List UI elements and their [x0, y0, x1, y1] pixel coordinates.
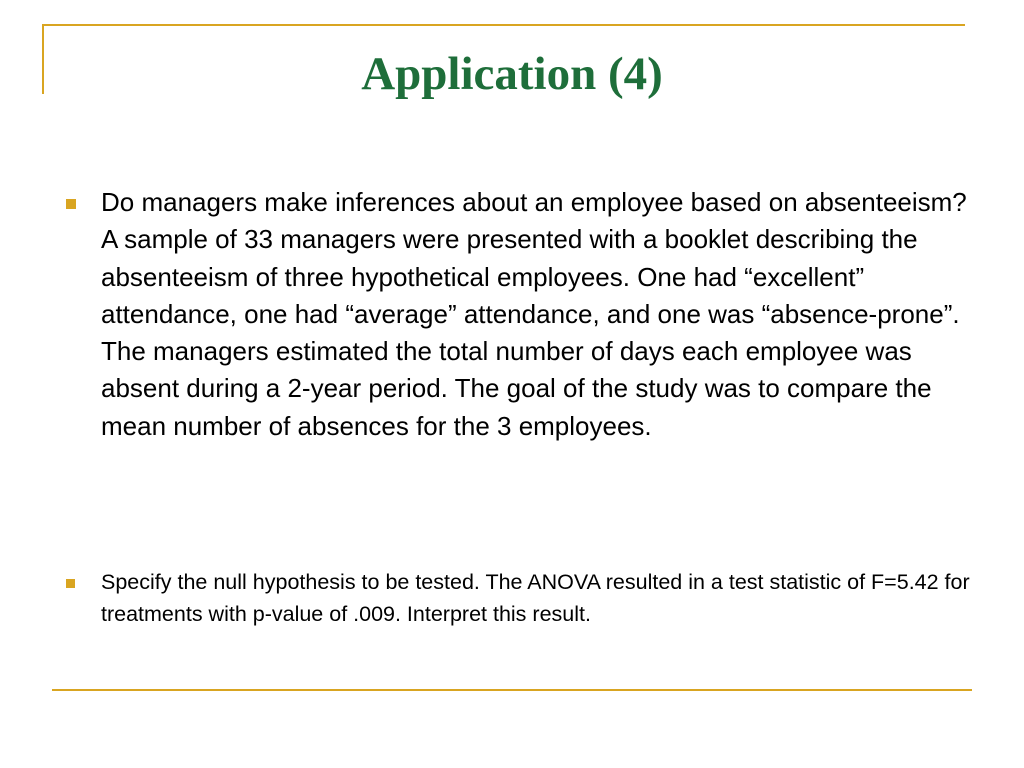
slide-title: Application (4): [361, 48, 663, 100]
square-bullet-icon: [66, 199, 76, 209]
bullet-text-question: Specify the null hypothesis to be tested. The ANOVA resulted in a test statistic of F=5.42 for treatments with p-value of .009. Interpret this result.: [101, 570, 970, 626]
frame-top-rule: [42, 24, 965, 26]
square-bullet-icon: [66, 579, 75, 588]
frame-bottom-rule: [52, 689, 972, 691]
bullet-text-description: Do managers make inferences about an employee based on absenteeism? A sample of 33 managers were presented with a booklet describing the absenteeism of three hypothetical employees. One had “excellent” attendance, one had “average” attendance, and one was “absence-prone”. The managers estimated the total number of days each employee was absent during a 2-year period. The goal of the study was to compare the mean number of absences for the 3 employees.: [101, 187, 967, 441]
